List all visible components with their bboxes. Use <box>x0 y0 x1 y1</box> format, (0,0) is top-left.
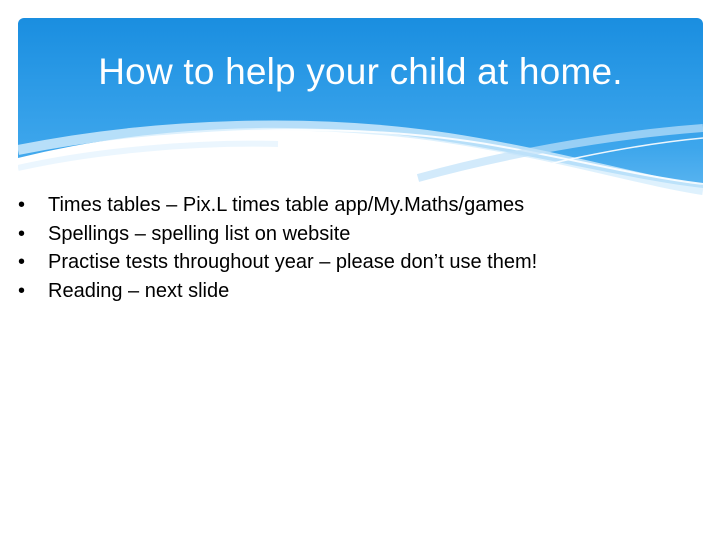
bullet-dot: • <box>18 194 26 216</box>
bullet-text: Practise tests throughout year – please don’t use them! <box>48 251 538 273</box>
bullet-item-reading <box>18 277 537 306</box>
title-banner <box>18 18 703 203</box>
bullet-item-times-tables <box>18 191 537 220</box>
bullet-item-spellings <box>18 220 537 249</box>
bullet-item-practise-tests <box>18 248 537 277</box>
bullet-text: Reading – next slide <box>48 279 230 302</box>
bullet-dot: • <box>18 279 26 302</box>
bullet-dot: • <box>18 222 26 245</box>
bullet-text: Spellings – spelling list on website <box>48 222 351 245</box>
banner-background <box>18 18 703 203</box>
slide-title: How to help your child at home. <box>98 51 623 92</box>
bullet-dot: • <box>18 251 26 273</box>
bullet-list <box>18 191 537 305</box>
bullet-text: Times tables – Pix.L times table app/My.Maths/games <box>48 194 525 216</box>
